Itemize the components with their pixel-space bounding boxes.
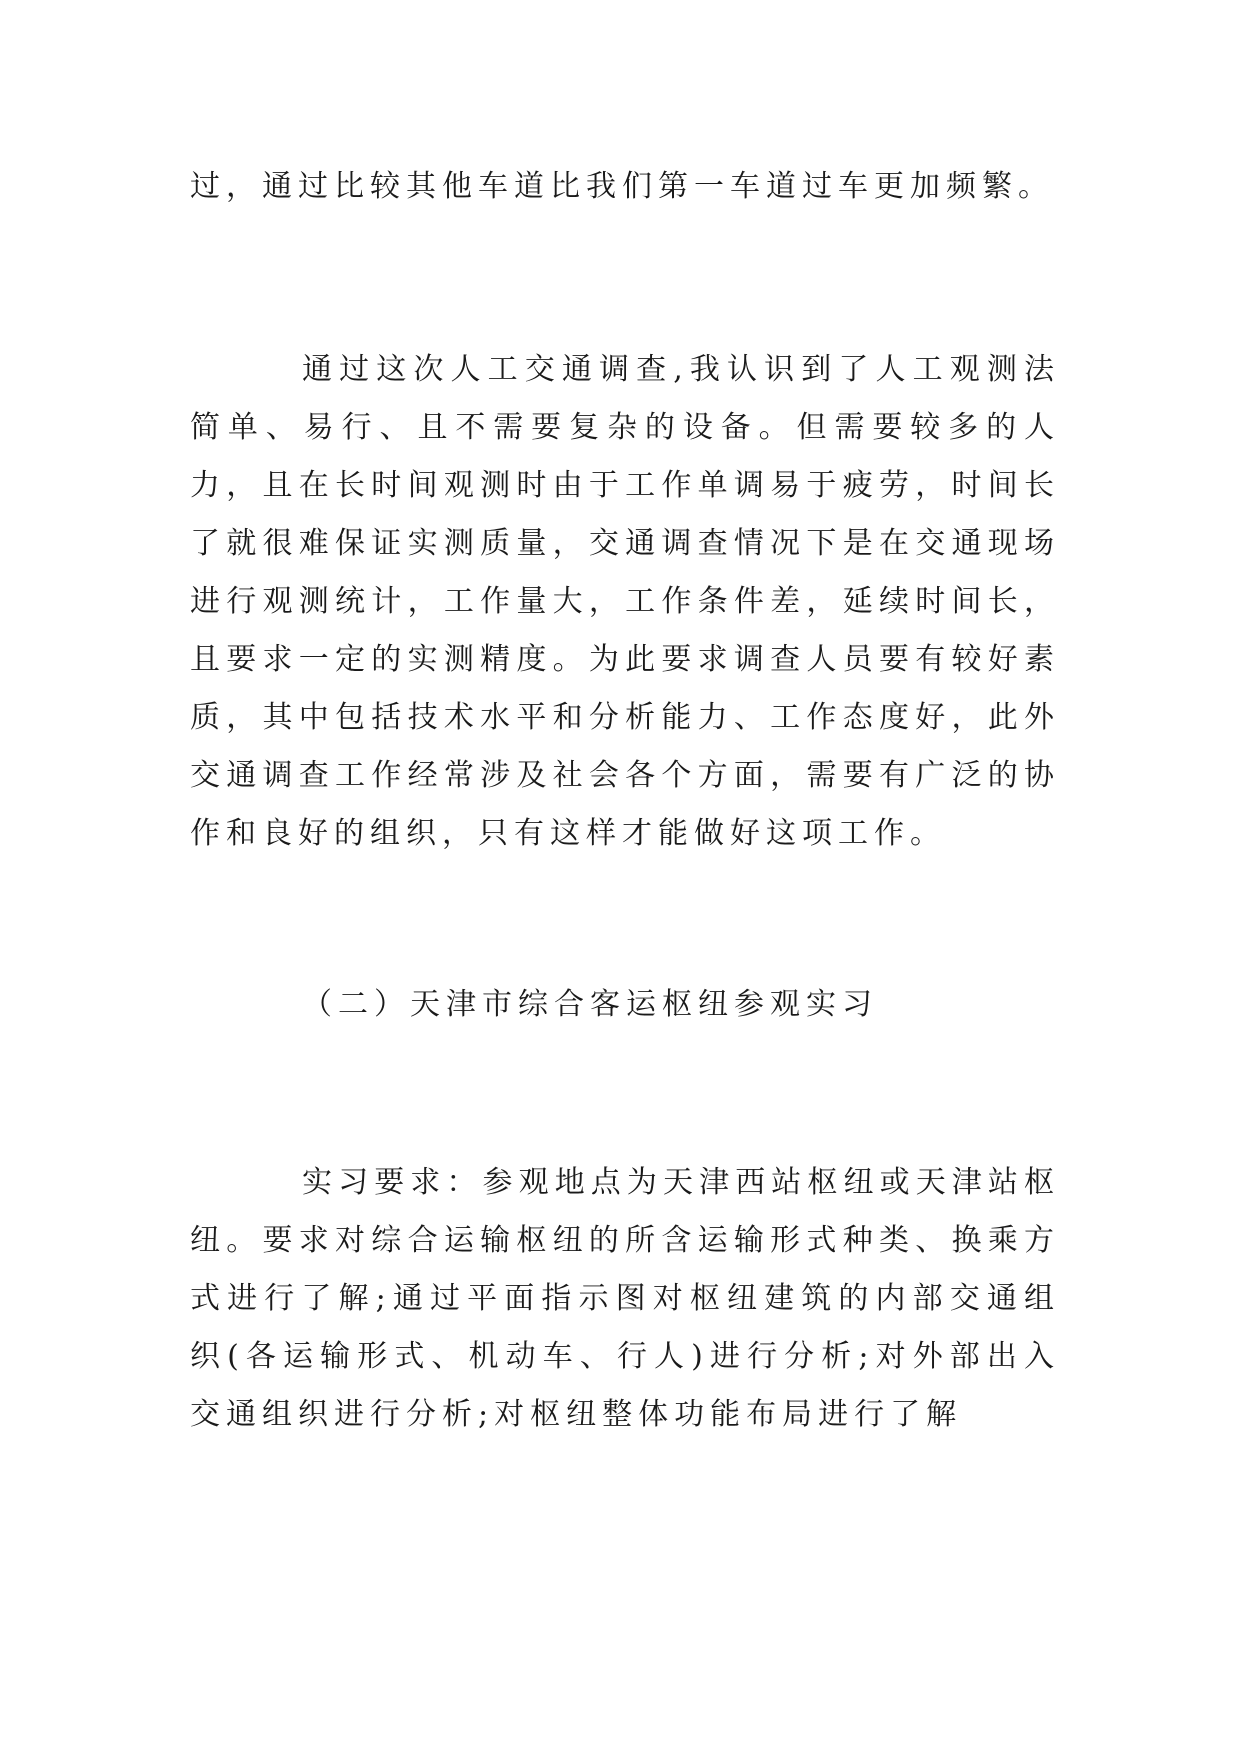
paragraph-internship-requirements: 实习要求：参观地点为天津西站枢纽或天津站枢纽。要求对综合运输枢纽的所含运输形式种类、换乘方式进行了解;通过平面指示图对枢纽建筑的内部交通组织(各运输形式、机动车、行人)进行分析;对外部出入交通组织进行分析;对枢纽整体功能布局进行了解 [190, 1165, 1060, 1432]
paragraph-survey-reflection: 通过这次人工交通调查,我认识到了人工观测法简单、易行、且不需要复杂的设备。但需要较多的人力，且在长时间观测时由于工作单调易于疲劳，时间长了就很难保证实测质量，交通调查情况下是在交通现场进行观测统计，工作量大，工作条件差，延续时间长，且要求一定的实测精度。为此要求调查人员要有较好素质，其中包括技术水平和分析能力、工作态度好，此外交通调查工作经常涉及社会各个方面，需要有广泛的协作和良好的组织，只有这样才能做好这项工作。 [190, 352, 1060, 851]
section-heading: （二）天津市综合客运枢纽参观实习 [302, 987, 878, 1022]
paragraph-continuation: 过，通过比较其他车道比我们第一车道过车更加频繁。 [190, 169, 1054, 204]
